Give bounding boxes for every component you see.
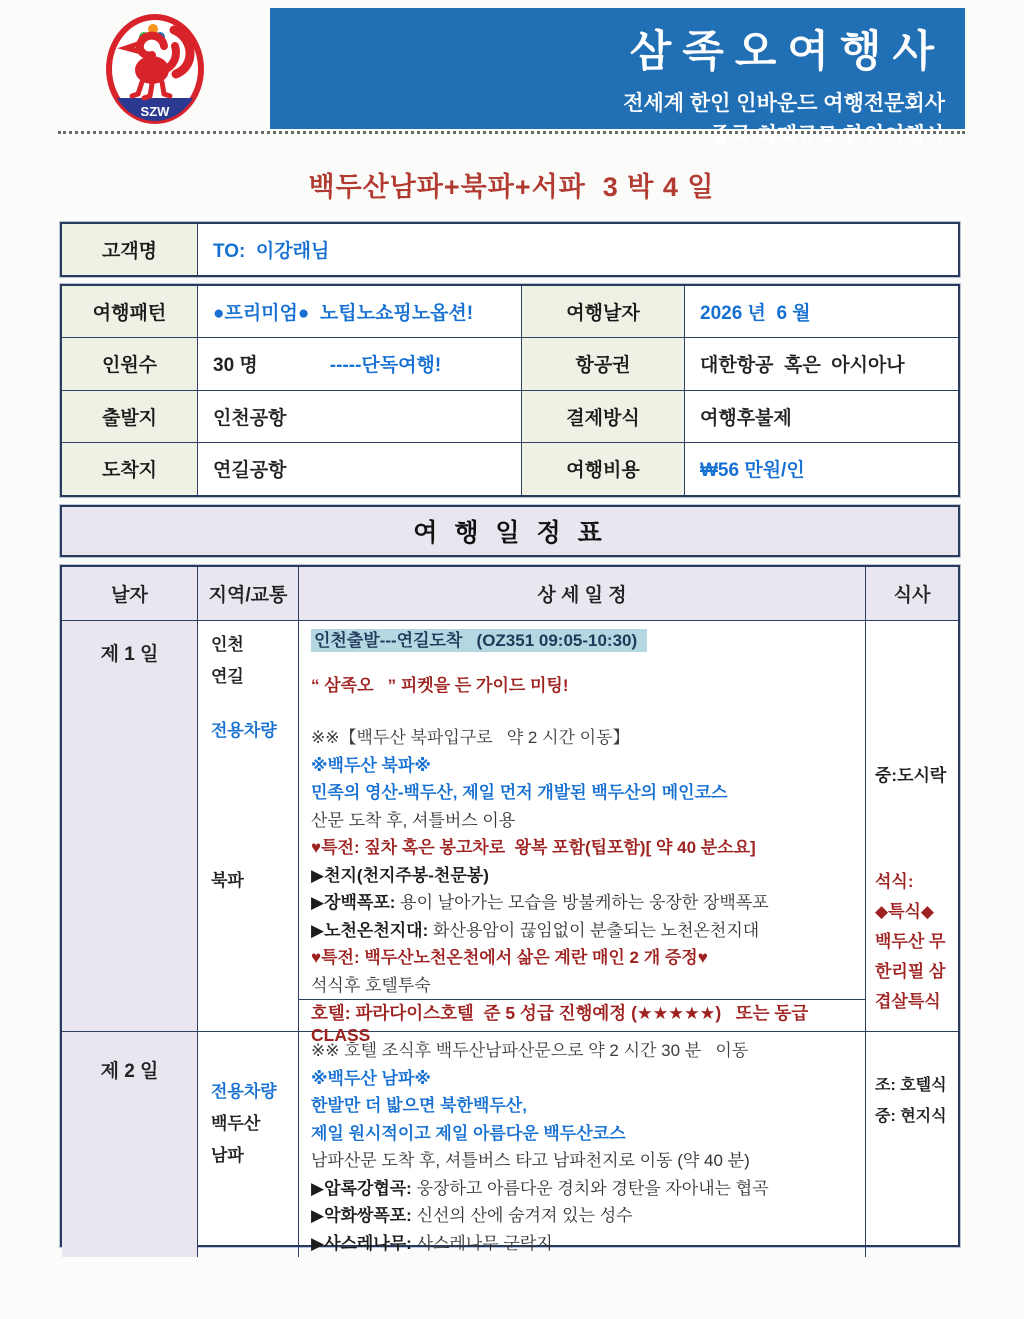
company-name: 삼족오여행사 [629,28,945,76]
day1-date: 제 1 일 [62,621,198,1032]
poi-name: ▶압록강협곡: [311,1178,412,1198]
day1-hotel: 호텔: 파라다이스호텔 준 5 성급 진행예정 (★★★★★) 또는 동급 CLASS [299,999,865,1046]
region-item: 연길 [211,667,244,686]
col-header-date: 날자 [62,567,198,621]
poi-desc: 화산용암이 끊임없이 분출되는 노천온천지대 [428,920,760,940]
detail-line [311,1175,857,1203]
info-label: 인원수 [62,338,198,390]
detail-line: 민족의 영산-백두산, 제일 먼저 개발된 백두산의 메인코스 [311,783,728,802]
detail-line-flight [311,627,857,655]
detail-line: 제일 원시적이고 제일 아름다운 백두산코스 [311,1123,626,1143]
col-header-meal: 식사 [866,567,958,621]
customer-value: TO: 이강래님 [213,241,330,262]
info-value: 연길공항 [198,443,522,495]
day2-meals [866,1032,958,1257]
samjoko-bird-icon [104,12,206,126]
info-value: 대한항공 혹은 아시아나 [685,338,958,390]
dotted-divider [58,131,965,134]
headcount: 30 명 [213,355,258,377]
detail-line: ♥특전: 짚차 혹은 봉고차로 왕복 포함(팁포함)[ 약 40 분소요] [311,838,756,857]
detail-line: 한발만 더 밟으면 북한백두산, [311,1096,527,1115]
info-value: 2026 년 6 월 [685,286,958,338]
day1-meals [866,621,958,1032]
detail-line: ※※【백두산 북파입구로 약 2 시간 이동】 [311,728,630,747]
detail-line: 석식후 호텔투숙 [311,975,431,995]
poi-name: ▶사스레나무: [311,1233,412,1253]
info-label: 출발지 [62,391,198,443]
detail-line: ※※ 호텔 조식후 백두산남파산문으로 약 2 시간 30 분 이동 [311,1041,749,1060]
detail-line: 남파산문 도착 후, 셔틀버스 타고 남파천지로 이동 (약 40 분) [311,1151,750,1170]
region-item: 남파 [211,1146,244,1165]
detail-line [311,889,857,917]
day1-region [198,621,299,1032]
flight-highlight: 인천출발---연길도착 (OZ351 09:05-10:30) [311,629,647,652]
col-header-region: 지역/교통 [198,567,299,621]
company-subtitle-2: 중국 최대규모 한인여행사 [710,123,945,147]
customer-label: 고객명 [62,224,198,275]
meal-line: 백두산 무 [875,932,946,951]
detail-line: ♥특전: 백두산노천온천에서 삶은 계란 매인 2 개 증정♥ [311,948,708,967]
info-label: 항공권 [522,338,685,390]
meal-line: 중:도시락 [875,766,947,785]
info-value [198,338,522,390]
schedule-banner: 여 행 일 정 표 [60,505,960,557]
region-item: 백두산 [211,1114,261,1133]
info-label: 결제방식 [522,391,685,443]
meal-line: 겹살특식 [875,992,941,1011]
detail-line: ※백두산 남파※ [311,1068,431,1088]
customer-table [60,222,960,277]
info-value: 인천공항 [198,391,522,443]
poi-name: ▶장백폭포: [311,893,396,912]
day1-details [299,621,866,1045]
itinerary-table [60,565,960,1253]
meal-line: ◆특식◆ [875,902,934,921]
solo-tour-note: -----단독여행! [329,355,442,377]
meal-line: 조: 호텔식 [875,1077,947,1094]
region-item: 전용차량 [211,1082,277,1101]
region-item: 북파 [211,871,244,890]
region-item: 전용차량 [211,721,277,740]
day2-region [198,1032,299,1257]
detail-line: ※백두산 북파※ [311,755,431,775]
day1-dinner [875,867,945,1017]
day1-detail-main [299,621,865,999]
detail-line [311,1230,857,1258]
region-item: 인천 [211,635,244,654]
poi-name: ▶노천온천지대: [311,920,429,940]
meal-line: 한리필 삼 [875,962,946,981]
page-title: 백두산남파+북파+서파 3 박 4 일 [308,172,715,202]
samjoko-logo [104,12,206,126]
info-value: 여행후불제 [685,391,958,443]
day2-details [299,1032,866,1257]
poi-desc: 사스레나무 군락지 [411,1233,553,1253]
poi-desc: 웅장하고 아름다운 경치와 경탄을 자아내는 협곡 [411,1178,769,1198]
company-banner [270,8,965,147]
info-label: 여행비용 [522,443,685,495]
company-subtitle-1: 전세계 한인 인바운드 여행전문회사 [623,92,945,115]
detail-line: ▶천지(천지주봉-천문봉) [311,865,489,885]
detail-line: 산문 도착 후, 셔틀버스 이용 [311,810,516,830]
info-value: ●프리미엄● 노팁노쇼핑노옵션! [198,286,522,338]
detail-line [311,917,857,945]
info-label: 여행날자 [522,286,685,338]
detail-line [311,1202,857,1230]
day2-date: 제 2 일 [62,1032,198,1257]
info-label: 여행패턴 [62,286,198,338]
detail-line: “ 삼족오 ” 피켓을 든 가이드 미팅! [311,675,569,695]
col-header-detail: 상 세 일 정 [299,567,866,621]
trip-info-table [60,284,960,497]
info-label: 도착지 [62,443,198,495]
poi-desc: 용이 날아가는 모습을 방불케하는 웅장한 장백폭포 [395,893,769,912]
poi-desc: 신선의 산에 숨겨져 있는 성수 [411,1206,633,1225]
meal-line: 중: 현지식 [875,1108,947,1125]
logo-text: SZW [140,104,170,119]
info-value: ₩56 만원/인 [700,460,805,482]
poi-name: ▶악화쌍폭포: [311,1206,412,1225]
meal-line: 석식: [875,872,914,891]
